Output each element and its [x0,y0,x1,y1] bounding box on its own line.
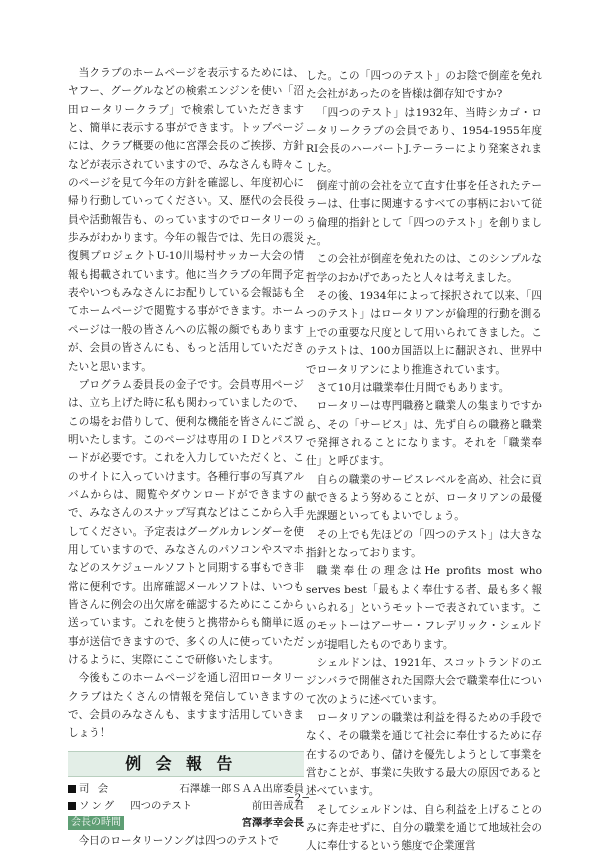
page-number: −2− [285,792,311,804]
paragraph: 今日のロータリーソングは四つのテストで [78,834,279,847]
paragraph: 今後もこのホームページを通し沼田ロータリークラブはたくさんの情報を発信していきますので、会員のみなさんも、ますます活用していきましょう！ [68,672,304,740]
paragraph: ロータリーは専門職務と職業人の集まりですから、その「サービス」は、先ず自らの職務と職業で発揮されることになります。それを「職業奉仕」と呼びます。 [306,400,542,468]
paragraph: ロータリアンの職業は利益を得るための手段でなく、その職業を通じて社会に奉仕するために存在するのであり、儲けを優先しようとして事業を営むことが、事業に失敗する最大の原因であると述べています。 [306,712,542,798]
right-column [306,67,542,856]
paragraph: 「四つのテスト」は1932年、当時シカゴ・ロータリークラブの会員であり、1954-1955年度RI会長のハーバートJ.テーラーにより発案されました。 [306,106,542,174]
report-role: 司会 [79,782,117,795]
paragraph: した。この「四つのテスト」のお陰で倒産を免れた会社があったのを皆様は御存知ですか? [306,70,542,101]
paragraph: 自らの職業のサービスレベルを高め、社会に貢献できるよう努めることが、ロータリアンの最優先課題といってもよいでしょう。 [306,473,542,523]
paragraph: 職業奉仕の理念はHe profits most who serves best「最もよく奉仕する者、最も多く報いられる」というモットーで表されています。このモットーはアーサー・フレデリック・シェルドンが提唱したものであります。 [306,565,542,651]
presidents-time-badge: 会長の時間 [68,816,124,830]
paragraph: 倒産寸前の会社を立て直す仕事を任されたテーラーは、仕事に関連するすべての事柄において従う倫理的指針として「四つのテスト」を創りました。 [306,180,542,248]
report-row-presenter [68,815,304,832]
paragraph: プログラム委員長の金子です。会員専用ページは、立ち上げた時に私も関わっていましたので、この場をお借りして、便利な機能を皆さんにご説明いたします。このページは専用のＩＤとパスワードが必要です。これを入力していただくと、このサイトに入っていけます。各種行事の写真アルバムからは、閲覧やダウンロードができますので、みなさんのスナップ写真などはここから入手してください。予定表はグーグルカレンダーを使用していますので、みなさんのパソコンやスマホなどのスケジュールソフトと同期する事もでき非常に便利です。出席確認メールソフトは、いつも皆さんに例会の出欠席を確認するためにここから送っています。これを使うと携帯からも簡単に返事が送信できますので、多くの人に使っていただけるように、実際にここで研修いたします。 [68,378,304,666]
paragraph: この会社が倒産を免れたのは、このシンプルな哲学のおかげであったと人々は考えました。 [306,253,542,284]
report-detail: 四つのテスト [130,799,193,812]
paragraph: シェルドンは、1921年、スコットランドのエジンバラで開催された国際大会で職業奉仕について次のように述べています。 [306,657,542,706]
report-role: ソング [79,799,117,812]
report-name: 前田善成君 [252,799,304,812]
paragraph: その上でも先ほどの「四つのテスト」は大きな指針となっております。 [306,528,542,559]
paragraph: 当クラブのホームページを表示するためには、ヤフー、グーグルなどの検索エンジンを使い「沼田ロータリークラブ」で検索していただきますと、簡単に表示する事ができます。トップページには、クラブ概要の他に宮澤会長のご挨拶、方針などが表示されていますので、みなさんも時々このページを見て今年の方針を確認し、年度初心に帰り行動していってください。又、歴代の会長役員や活動報告も、のっていますのでロータリーの歩みがわかります。今年の報告では、先日の震災復興プロジェクトU-10川場村サッカー大会の情報も掲載されています。他に当クラブの年間予定表やいつもみなさんにお配りしている会報誌も全てホームページで閲覧する事ができます。ホームページは一般の皆さんへの広報の顔でもありますが、会員の皆さんにも、もっと活用していただきたいと思います。 [68,67,304,373]
paragraph: その後、1934年によって採択されて以来、「四つのテスト」はロータリアンが倫理的行動を測る上での重要な尺度として用いられてきました。このテストは、100カ国語以上に翻訳され、世界中でロータリアンにより推進されています。 [306,290,542,376]
paragraph: そしてシェルドンは、自ら利益を上げることのみに奔走せずに、自分の職業を通じて地域社会の人に奉仕するという態度で企業運営 [306,803,542,853]
presenter-name: 宮澤孝幸会長 [241,816,304,829]
left-column [68,64,304,850]
paragraph: さて10月は職業奉仕月間でもあります。 [316,381,510,394]
report-name: 石澤雄一郎ＳＡＡ出席委員 [179,782,304,795]
meeting-report-heading: 例会報告 [68,751,304,777]
